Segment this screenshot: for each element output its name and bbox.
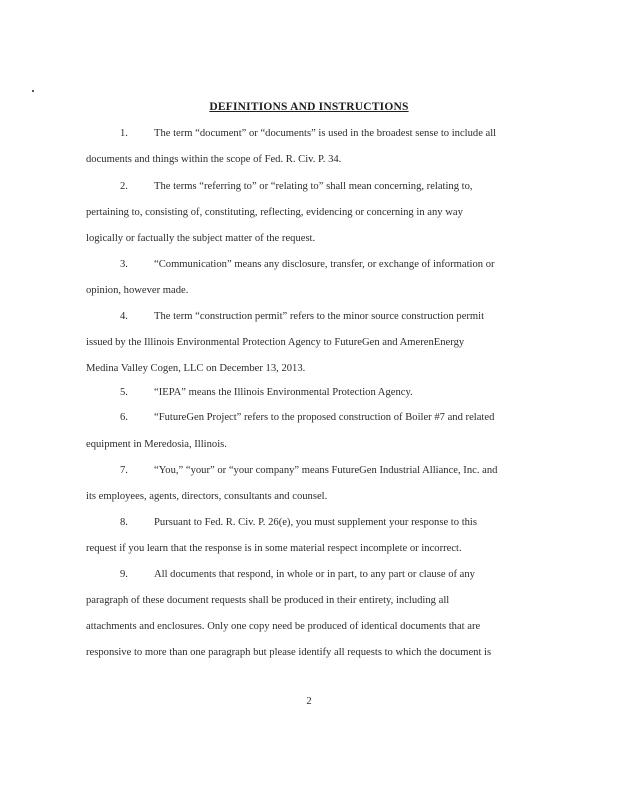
item-7-line-2: its employees, agents, directors, consultants and counsel. xyxy=(86,491,328,502)
scan-speck xyxy=(32,90,34,92)
item-text: “FutureGen Project” refers to the proposed construction of Boiler #7 and related xyxy=(154,412,495,423)
item-9-line-1 xyxy=(120,568,475,581)
item-3-line-1 xyxy=(120,258,495,271)
item-text: The term “document” or “documents” is used in the broadest sense to include all xyxy=(154,128,497,139)
item-text: The terms “referring to” or “relating to” shall mean concerning, relating to, xyxy=(154,181,473,192)
item-6-line-1 xyxy=(120,411,494,424)
item-9-line-2: paragraph of these document requests shall be produced in their entirety, including all xyxy=(86,595,450,606)
item-text: All documents that respond, in whole or in part, to any part or clause of any xyxy=(154,569,475,580)
item-number: 7. xyxy=(120,465,128,476)
item-9-line-4: responsive to more than one paragraph but please identify all requests to which the document is xyxy=(86,647,492,658)
item-6-line-2: equipment in Meredosia, Illinois. xyxy=(86,439,227,450)
item-number: 3. xyxy=(120,259,128,270)
item-2-line-1 xyxy=(120,180,473,193)
item-number: 2. xyxy=(120,181,128,192)
item-text: “Communication” means any disclosure, transfer, or exchange of information or xyxy=(154,259,495,270)
item-4-line-1 xyxy=(120,310,484,323)
item-8-line-2: request if you learn that the response is in some material respect incomplete or incorrect. xyxy=(86,543,462,554)
item-text: Pursuant to Fed. R. Civ. P. 26(e), you must supplement your response to this xyxy=(154,517,477,528)
item-number: 8. xyxy=(120,517,128,528)
item-2-line-2: pertaining to, consisting of, constituting, reflecting, evidencing or concerning in any way xyxy=(86,207,463,218)
item-8-line-1 xyxy=(120,516,477,529)
item-number: 1. xyxy=(120,128,128,139)
item-text: “IEPA” means the Illinois Environmental Protection Agency. xyxy=(154,387,413,398)
page-number: 2 xyxy=(306,696,312,707)
item-number: 5. xyxy=(120,387,128,398)
item-4-line-2: issued by the Illinois Environmental Protection Agency to FutureGen and AmerenEnergy xyxy=(86,337,465,348)
item-9-line-3: attachments and enclosures. Only one copy need be produced of identical documents that are xyxy=(86,621,481,632)
item-number: 6. xyxy=(120,412,128,423)
item-7-line-1 xyxy=(120,464,497,477)
item-2-line-3: logically or factually the subject matter of the request. xyxy=(86,233,316,244)
section-title: DEFINITIONS AND INSTRUCTIONS xyxy=(209,101,409,113)
item-4-line-3: Medina Valley Cogen, LLC on December 13, 2013. xyxy=(86,363,306,374)
item-1-line-2: documents and things within the scope of Fed. R. Civ. P. 34. xyxy=(86,154,342,165)
item-3-line-2: opinion, however made. xyxy=(86,285,189,296)
item-number: 9. xyxy=(120,569,128,580)
item-text: The term “construction permit” refers to the minor source construction permit xyxy=(154,311,485,322)
item-5-line-1 xyxy=(120,386,413,399)
item-text: “You,” “your” or “your company” means FutureGen Industrial Alliance, Inc. and xyxy=(154,465,498,476)
item-1-line-1 xyxy=(120,127,496,140)
item-number: 4. xyxy=(120,311,128,322)
